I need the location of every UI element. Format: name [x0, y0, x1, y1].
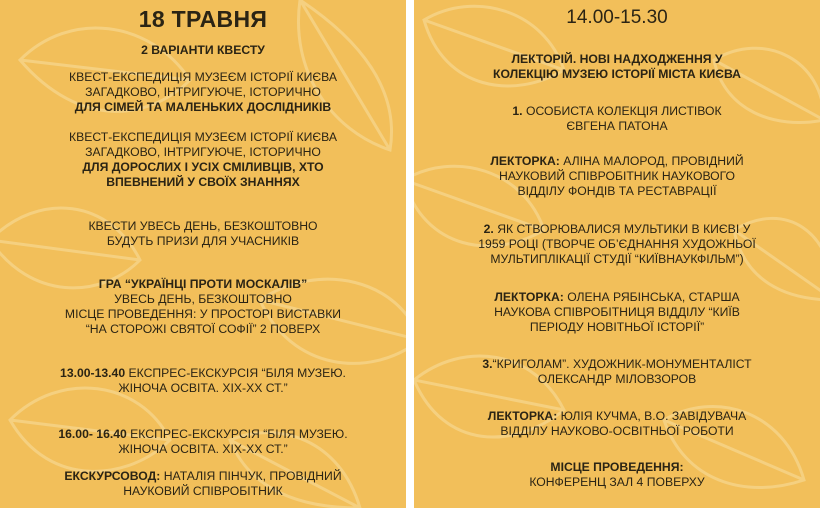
tour1-time: 13.00-13.40	[60, 366, 126, 380]
tour1-text2: ЖІНОЧА ОСВІТА. XIX-XX СТ.”	[118, 381, 288, 395]
quest1-line3: ДЛЯ СІМЕЙ ТА МАЛЕНЬКИХ ДОСЛІДНИКІВ	[74, 100, 332, 114]
lecturer2-text1: ОЛЕНА РЯБІНСЬКА, СТАРША	[563, 290, 740, 304]
item3-number: 3.	[482, 357, 493, 371]
item2-text1: ЯК СТВОРЮВАЛИСЯ МУЛЬТИКИ В КИЄВІ У	[493, 222, 751, 236]
lecturer2-text2: НАУКОВА СПІВРОБІТНИЦЯ ВІДДІЛУ “КИЇВ	[494, 305, 740, 319]
event-date: 18 ТРАВНЯ	[138, 6, 268, 32]
tour2-text2: ЖІНОЧА ОСВІТА. XIX-XX СТ.”	[118, 442, 288, 456]
tour1-text1: ЕКСПРЕС-ЕКСКУРСІЯ “БІЛЯ МУЗЕЮ.	[125, 366, 346, 380]
allday-line2: БУДУТЬ ПРИЗИ ДЛЯ УЧАСНИКІВ	[106, 234, 300, 248]
item3-text2: ОЛЕКСАНДР МІЛОВЗОРОВ	[537, 372, 697, 386]
lecturer3-label: ЛЕКТОРКА:	[487, 409, 558, 423]
item1-text2: ЄВГЕНА ПАТОНА	[566, 119, 668, 133]
guide-text2: НАУКОВИЙ СПІВРОБІТНИК	[123, 484, 283, 498]
game-line2: МІСЦЕ ПРОВЕДЕННЯ: У ПРОСТОРІ ВИСТАВКИ	[64, 307, 342, 321]
guide-line1	[0, 469, 406, 484]
lecturer1-line1	[414, 154, 820, 169]
lecturer3-text2: ВІДДІЛУ НАУКОВО-ОСВІТНЬОЇ РОБОТИ	[500, 424, 734, 438]
tour1-line1	[0, 366, 406, 381]
game-title: ГРА “УКРАЇНЦІ ПРОТИ МОСКАЛІВ”	[98, 277, 308, 291]
lecturer3-line1	[414, 409, 820, 424]
left-panel	[0, 0, 406, 508]
quest2-line3: ДЛЯ ДОРОСЛИХ І УСІХ СМІЛИВЦІВ, ХТО	[82, 160, 324, 174]
tour2-line1	[0, 427, 406, 442]
item2-line1	[414, 222, 820, 237]
lecturer3-text1: ЮЛІЯ КУЧМА, В.О. ЗАВІДУВАЧА	[557, 409, 747, 423]
lecturer1-text1: АЛІНА МАЛОРОД, ПРОВІДНИЙ	[559, 154, 744, 168]
quest2-line2: ЗАГАДКОВО, ІНТРИГУЮЧЕ, ІСТОРИЧНО	[85, 145, 321, 159]
item2-text2: 1959 РОЦІ (ТВОРЧЕ ОБ’ЄДНАННЯ ХУДОЖНЬОЇ	[478, 237, 756, 251]
quest2-line1: КВЕСТ-ЕКСПЕДИЦІЯ МУЗЕЄМ ІСТОРІЇ КИЄВА	[69, 130, 337, 144]
item1-text1: ОСОБИСТА КОЛЕКЦІЯ ЛИСТІВОК	[522, 104, 722, 118]
lecturer2-line1	[414, 290, 820, 305]
quest2-line4: ВПЕВНЕНИЙ У СВОЇХ ЗНАННЯХ	[106, 175, 300, 189]
lecture-title-line1: ЛЕКТОРІЙ. НОВІ НАДХОДЖЕННЯ У	[511, 52, 723, 66]
item1-number: 1.	[512, 104, 523, 118]
quest1-line2: ЗАГАДКОВО, ІНТРИГУЮЧЕ, ІСТОРИЧНО	[85, 85, 321, 99]
left-content	[0, 0, 406, 508]
lecturer1-text3: ВІДДІЛУ ФОНДІВ ТА РЕСТАВРАЦІЇ	[517, 184, 717, 198]
venue-label: МІСЦЕ ПРОВЕДЕННЯ:	[550, 460, 684, 474]
lecturer1-label: ЛЕКТОРКА:	[490, 154, 560, 168]
item1-line1	[414, 104, 820, 119]
lecturer1-text2: НАУКОВИЙ СПІВРОБІТНИК НАУКОВОГО	[498, 169, 736, 183]
lecture-title-line2: КОЛЕКЦІЮ МУЗЕЮ ІСТОРІЇ МІСТА КИЄВА	[493, 67, 741, 81]
lecturer2-label: ЛЕКТОРКА:	[494, 290, 564, 304]
tour2-text1: ЕКСПРЕС-ЕКСКУРСІЯ “БІЛЯ МУЗЕЮ.	[126, 427, 348, 441]
quest1-line1: КВЕСТ-ЕКСПЕДИЦІЯ МУЗЕЄМ ІСТОРІЇ КИЄВА	[69, 70, 337, 84]
venue-text: КОНФЕРЕНЦ ЗАЛ 4 ПОВЕРХУ	[529, 475, 705, 489]
item3-text1: “КРИГОЛАМ”. ХУДОЖНИК-МОНУМЕНТАЛІСТ	[492, 357, 752, 371]
item2-number: 2.	[483, 222, 494, 236]
guide-text1: НАТАЛІЯ ПІНЧУК, ПРОВІДНИЙ	[160, 469, 342, 483]
right-content	[414, 0, 820, 508]
item3-line1	[414, 357, 820, 372]
quest-variants: 2 ВАРІАНТИ КВЕСТУ	[141, 43, 265, 57]
guide-label: ЕКСКУРСОВОД:	[64, 469, 161, 483]
game-line1: УВЕСЬ ДЕНЬ, БЕЗКОШТОВНО	[114, 292, 292, 306]
right-panel	[414, 0, 820, 508]
lecturer2-text3: ПЕРІОДУ НОВІТНЬОЇ ІСТОРІЇ”	[529, 320, 705, 334]
game-line3: “НА СТОРОЖІ СВЯТОЇ СОФІЇ” 2 ПОВЕРХ	[85, 322, 321, 336]
allday-line1: КВЕСТИ УВЕСЬ ДЕНЬ, БЕЗКОШТОВНО	[88, 219, 318, 233]
item2-text3: МУЛЬТИПЛІКАЦІЇ СТУДІЇ “КИЇВНАУКФІЛЬМ”)	[490, 252, 744, 266]
lecture-time: 14.00-15.30	[566, 7, 668, 28]
tour2-time: 16.00- 16.40	[58, 427, 127, 441]
